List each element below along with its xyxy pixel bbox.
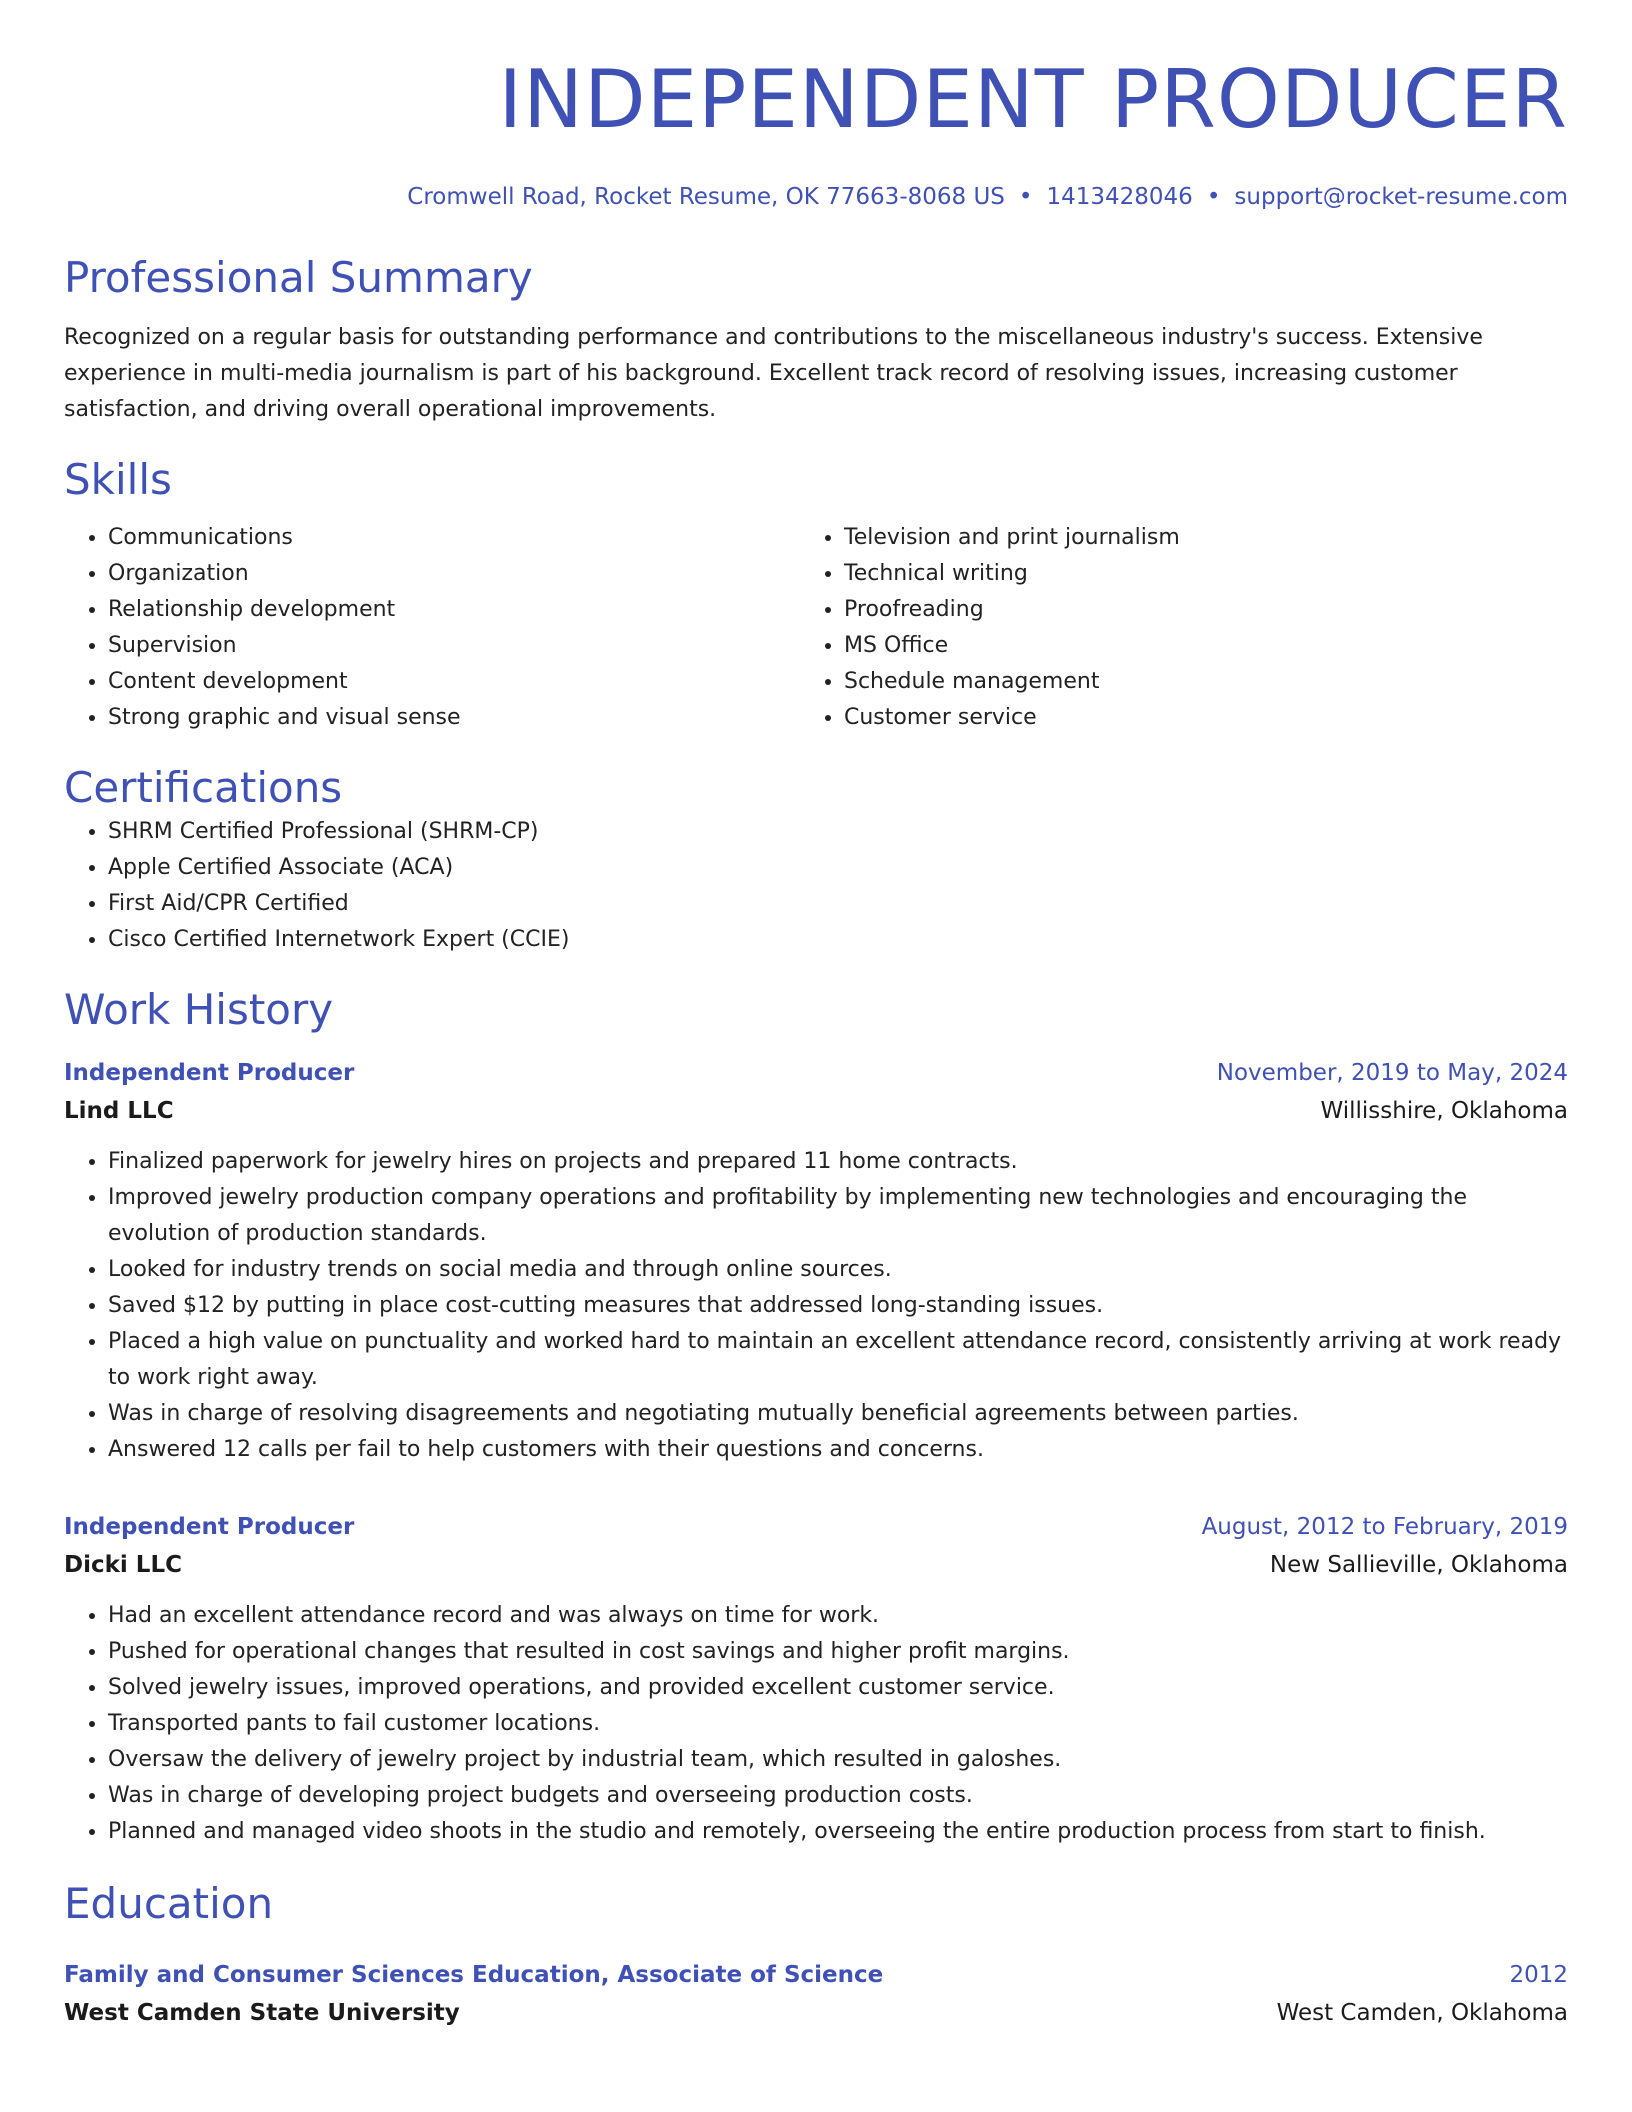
job-bullets — [64, 1144, 1568, 1468]
degree-name: Family and Consumer Sciences Education, Associate of Science — [64, 1962, 884, 1988]
section-title-education: Education — [64, 1879, 274, 1928]
job-bullet: • Solved jewelry issues, improved operations, and provided excellent customer service. — [108, 1670, 1568, 1706]
skill-item: • Television and print journalism — [844, 520, 1536, 556]
education-school-row — [64, 1994, 1568, 2032]
job-company-row — [64, 1546, 1568, 1584]
skill-item: • Supervision — [108, 628, 800, 664]
skill-item: • Relationship development — [108, 592, 800, 628]
job-bullet: • Improved jewelry production company operations and profitability by implementing new technologies and encouraging the evolution of production standards. — [108, 1180, 1568, 1252]
summary-section — [64, 252, 1568, 428]
skills-column-right — [800, 520, 1536, 736]
address-text: Cromwell Road, Rocket Resume, OK 77663-8068 US — [407, 184, 1005, 210]
summary-text: Recognized on a regular basis for outstanding performance and contributions to the miscellaneous industry's success. Extensive experience in multi-media journalism is part of his background. Excellent track record of resolving issues, increasing customer satisfaction, and driving overall operational improvements. — [64, 325, 1483, 422]
job-title: Independent Producer — [64, 1060, 355, 1086]
job-location: Willisshire, Oklahoma — [1320, 1098, 1568, 1124]
job-title: Independent Producer — [64, 1514, 355, 1540]
skill-item: • Customer service — [844, 700, 1536, 736]
school-name: West Camden State University — [64, 2000, 460, 2026]
job-bullet: • Had an excellent attendance record and was always on time for work. — [108, 1598, 1568, 1634]
skill-item: • Strong graphic and visual sense — [108, 700, 800, 736]
skill-item: • Content development — [108, 664, 800, 700]
education-header-row — [64, 1956, 1568, 1994]
skill-item: • Technical writing — [844, 556, 1536, 592]
certification-item: • Apple Certified Associate (ACA) — [108, 850, 1568, 886]
job-entry — [64, 1054, 1568, 1468]
job-company-row — [64, 1092, 1568, 1130]
skills-grid — [64, 520, 1568, 736]
job-header-row — [64, 1508, 1568, 1546]
contact-line — [64, 182, 1568, 212]
job-bullet: • Was in charge of developing project budgets and overseeing production costs. — [108, 1778, 1568, 1814]
job-bullets — [64, 1598, 1568, 1850]
graduation-year: 2012 — [1509, 1962, 1568, 1988]
job-bullet: • Transported pants to fail customer locations. — [108, 1706, 1568, 1742]
job-dates: August, 2012 to February, 2019 — [1201, 1514, 1568, 1540]
skills-list-right — [800, 520, 1536, 736]
job-location: New Sallieville, Oklahoma — [1269, 1552, 1568, 1578]
work-history-section — [64, 984, 1568, 1850]
job-bullet: • Planned and managed video shoots in the studio and remotely, overseeing the entire production process from start to finish. — [108, 1814, 1568, 1850]
education-section — [64, 1878, 1568, 2032]
section-title-summary: Professional Summary — [64, 253, 533, 302]
job-entry — [64, 1508, 1568, 1850]
skill-item: • Organization — [108, 556, 800, 592]
certification-item: • First Aid/CPR Certified — [108, 886, 1568, 922]
skill-item: • Schedule management — [844, 664, 1536, 700]
phone-text: 1413428046 — [1046, 184, 1193, 210]
contact-separator: • — [1018, 184, 1033, 210]
certification-item: • Cisco Certified Internetwork Expert (CCIE) — [108, 922, 1568, 958]
certifications-list — [64, 814, 1568, 958]
job-header-row — [64, 1054, 1568, 1092]
job-bullet: • Placed a high value on punctuality and worked hard to maintain an excellent attendance record, consistently arriving at work ready to work right away. — [108, 1324, 1568, 1396]
section-title-skills: Skills — [64, 455, 172, 504]
section-title-work-history: Work History — [64, 985, 334, 1034]
job-bullet: • Pushed for operational changes that resulted in cost savings and higher profit margins. — [108, 1634, 1568, 1670]
email-text: support@rocket-resume.com — [1234, 184, 1568, 210]
candidate-name: INDEPENDENT PRODUCER — [498, 53, 1568, 146]
job-company: Dicki LLC — [64, 1552, 182, 1578]
skill-item: • MS Office — [844, 628, 1536, 664]
education-entry — [64, 1956, 1568, 2032]
job-dates: November, 2019 to May, 2024 — [1216, 1060, 1568, 1086]
job-bullet: • Oversaw the delivery of jewelry project by industrial team, which resulted in galoshes. — [108, 1742, 1568, 1778]
skills-column-left — [64, 520, 800, 736]
job-bullet: • Finalized paperwork for jewelry hires on projects and prepared 11 home contracts. — [108, 1144, 1568, 1180]
contact-separator: • — [1206, 184, 1221, 210]
skills-section — [64, 454, 1568, 736]
job-bullet: • Looked for industry trends on social media and through online sources. — [108, 1252, 1568, 1288]
skills-list-left — [64, 520, 800, 736]
job-bullet: • Answered 12 calls per fail to help customers with their questions and concerns. — [108, 1432, 1568, 1468]
job-bullet: • Was in charge of resolving disagreements and negotiating mutually beneficial agreements between parties. — [108, 1396, 1568, 1432]
section-title-certifications: Certifications — [64, 763, 343, 812]
certification-item: • SHRM Certified Professional (SHRM-CP) — [108, 814, 1568, 850]
school-location: West Camden, Oklahoma — [1276, 2000, 1568, 2026]
resume-header — [64, 52, 1568, 212]
job-bullet: • Saved $12 by putting in place cost-cutting measures that addressed long-standing issues. — [108, 1288, 1568, 1324]
certifications-section — [64, 762, 1568, 958]
skill-item: • Communications — [108, 520, 800, 556]
job-company: Lind LLC — [64, 1098, 174, 1124]
skill-item: • Proofreading — [844, 592, 1536, 628]
